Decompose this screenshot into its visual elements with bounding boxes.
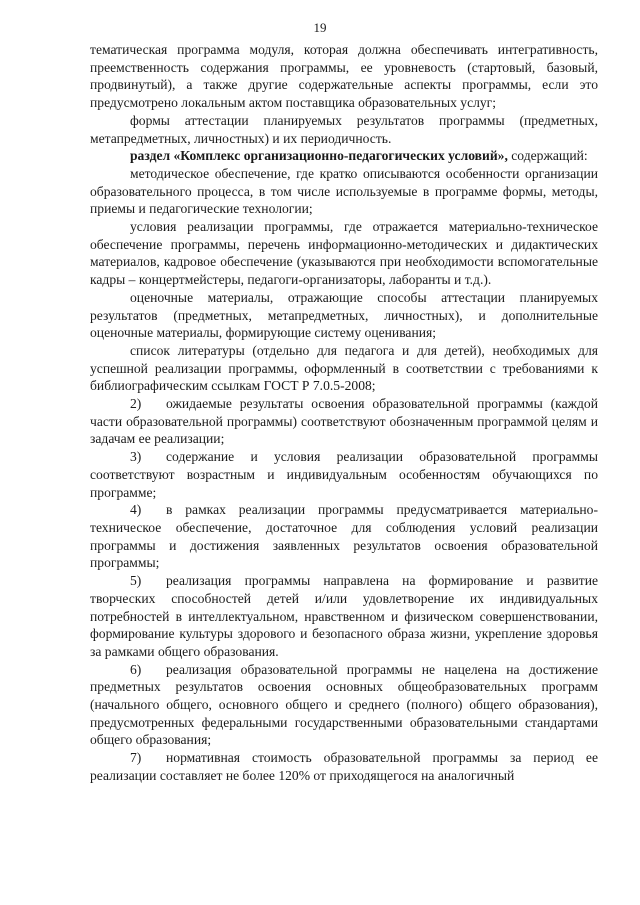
section-heading-paragraph: раздел «Комплекс организационно-педагогических условий», содержащий: bbox=[130, 148, 588, 164]
item-number: 7) bbox=[130, 750, 142, 766]
numbered-item-6: 6) реализация образовательной программы не нацелена на достижение предметных результатов освоения основных общеобразовательных программ (начального общего, основного общего и среднего (полного) общего образования), предусмотренных федеральными государственными образовательными стандартами общего образования; bbox=[90, 661, 598, 748]
paragraph-6: оценочные материалы, отражающие способы аттестации планируемых результатов (предметных, метапредметных, личностных), и дополнительные оценочные материалы, формирующие систему оценивания; bbox=[90, 289, 598, 341]
numbered-item-3: 3) содержание и условия реализации образовательной программы соответствуют возрастным и индивидуальным особенностям обучающихся по программе; bbox=[90, 449, 598, 500]
numbered-item-4: 4) в рамках реализации программы предусматривается материально-техническое обеспечение, достаточное для соблюдения условий реализации программы и достижения заявленных результатов освоения образовательной программы; bbox=[90, 502, 598, 571]
numbered-item-5: 5) реализация программы направлена на формирование и развитие творческих способностей детей и/или удовлетворение их индивидуальных потребностей в интеллектуальном, нравственном и физическом совершенствовании, формирование культуры здорового и безопасного образа жизни, укрепление здоровья за рамками общего образования. bbox=[90, 573, 598, 659]
section-heading: раздел «Комплекс организационно-педагогических условий», bbox=[130, 148, 508, 164]
paragraph-7: список литературы (отдельно для педагога и для детей), необходимых для успешной реализации программы, оформленный в соответствии с требованиями к библиографическим ссылкам ГОСТ Р 7.0.5-2008; bbox=[90, 342, 598, 394]
paragraph-4: методическое обеспечение, где кратко описываются особенности организации образовательного процесса, в том числе используемые в программе формы, методы, приемы и педагогические технологии; bbox=[90, 165, 598, 217]
item-number: 4) bbox=[130, 502, 142, 518]
numbered-item-2: 2) ожидаемые результаты освоения образовательной программы (каждой части образовательной программы) соответствуют обозначенным программой целям и задачам ее реализации; bbox=[90, 396, 598, 447]
page-number: 19 bbox=[313, 20, 327, 35]
item-number: 5) bbox=[130, 573, 142, 589]
numbered-item-7: 7) нормативная стоимость образовательной программы за период ее реализации составляет не более 120% от приходящегося на аналогичный bbox=[90, 750, 598, 783]
item-number: 3) bbox=[130, 449, 142, 465]
paragraph-1: тематическая программа модуля, которая должна обеспечивать интегративность, преемственность содержания программы, ее уровневость (стартовый, базовый, продвинутый), а также другие содержательные аспекты программы, если это предусмотрено локальным актом поставщика образовательных услуг; bbox=[90, 42, 598, 111]
item-number: 6) bbox=[130, 661, 142, 677]
item-number: 2) bbox=[130, 396, 142, 412]
paragraph-2: формы аттестации планируемых результатов программы (предметных, метапредметных, личностных) и их периодичность. bbox=[90, 112, 598, 146]
paragraph-5: условия реализации программы, где отражается материально-техническое обеспечение программы, перечень информационно-методических и дидактических материалов, кадровое обеспечение (указываются при необходимости вспомогательные кадры – концертмейстеры, педагоги-организаторы, лаборанты и т.д.). bbox=[90, 219, 598, 288]
document-body bbox=[90, 41, 598, 785]
